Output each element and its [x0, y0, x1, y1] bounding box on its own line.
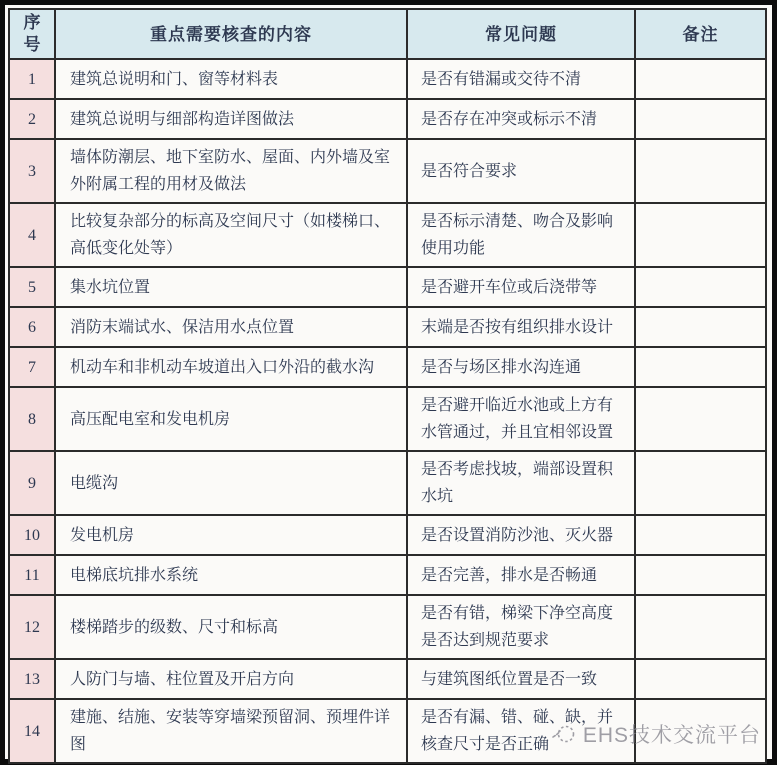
table-body — [9, 59, 766, 763]
table-row — [9, 659, 766, 699]
problem-cell: 是否有漏、错、碰、缺，并核查尺寸是否正确 — [407, 699, 635, 763]
remark-cell — [635, 203, 766, 267]
content-cell: 比较复杂部分的标高及空间尺寸（如楼梯口、高低变化处等） — [55, 203, 407, 267]
table-row — [9, 387, 766, 451]
table-row — [9, 515, 766, 555]
content-cell: 机动车和非机动车坡道出入口外沿的截水沟 — [55, 347, 407, 387]
problem-cell: 是否与场区排水沟连通 — [407, 347, 635, 387]
problem-cell: 是否符合要求 — [407, 139, 635, 203]
table-row — [9, 595, 766, 659]
content-cell: 高压配电室和发电机房 — [55, 387, 407, 451]
row-number-cell: 1 — [9, 59, 55, 99]
header-content: 重点需要核查的内容 — [55, 9, 407, 59]
row-number-cell: 4 — [9, 203, 55, 267]
content-cell: 电梯底坑排水系统 — [55, 555, 407, 595]
problem-cell: 是否避开临近水池或上方有水管通过，并且宜相邻设置 — [407, 387, 635, 451]
table-row — [9, 139, 766, 203]
table-row — [9, 267, 766, 307]
content-cell: 发电机房 — [55, 515, 407, 555]
problem-cell: 末端是否按有组织排水设计 — [407, 307, 635, 347]
remark-cell — [635, 59, 766, 99]
table-row — [9, 59, 766, 99]
row-number-cell: 10 — [9, 515, 55, 555]
checklist-table — [8, 8, 767, 764]
table-row — [9, 555, 766, 595]
problem-cell: 是否有错漏或交待不清 — [407, 59, 635, 99]
row-number-cell: 14 — [9, 699, 55, 763]
content-cell: 消防末端试水、保洁用水点位置 — [55, 307, 407, 347]
problem-cell: 是否避开车位或后浇带等 — [407, 267, 635, 307]
watermark-text: EHS技术交流平台 — [582, 724, 761, 747]
content-cell: 人防门与墙、柱位置及开启方向 — [55, 659, 407, 699]
remark-cell — [635, 139, 766, 203]
remark-cell — [635, 347, 766, 387]
content-cell: 建筑总说明和门、窗等材料表 — [55, 59, 407, 99]
header-problem: 常见问题 — [407, 9, 635, 59]
remark-cell — [635, 659, 766, 699]
remark-cell — [635, 99, 766, 139]
content-cell: 墙体防潮层、地下室防水、屋面、内外墙及室外附属工程的用材及做法 — [55, 139, 407, 203]
remark-cell — [635, 307, 766, 347]
remark-cell — [635, 267, 766, 307]
row-number-cell: 12 — [9, 595, 55, 659]
row-number-cell: 2 — [9, 99, 55, 139]
row-number-cell: 13 — [9, 659, 55, 699]
row-number-cell: 6 — [9, 307, 55, 347]
row-number-cell: 8 — [9, 387, 55, 451]
row-number-cell: 3 — [9, 139, 55, 203]
row-number-cell: 7 — [9, 347, 55, 387]
problem-cell: 是否存在冲突或标示不清 — [407, 99, 635, 139]
table-row — [9, 699, 766, 763]
row-number-cell: 9 — [9, 451, 55, 515]
remark-cell — [635, 699, 766, 763]
row-number-cell: 11 — [9, 555, 55, 595]
remark-cell — [635, 595, 766, 659]
remark-cell — [635, 451, 766, 515]
remark-cell — [635, 555, 766, 595]
header-remark: 备注 — [635, 9, 766, 59]
remark-cell — [635, 387, 766, 451]
content-cell: 电缆沟 — [55, 451, 407, 515]
table-row — [9, 451, 766, 515]
content-cell: 建施、结施、安装等穿墙梁预留洞、预埋件详图 — [55, 699, 407, 763]
problem-cell: 与建筑图纸位置是否一致 — [407, 659, 635, 699]
problem-cell: 是否完善，排水是否畅通 — [407, 555, 635, 595]
content-cell: 集水坑位置 — [55, 267, 407, 307]
table-row — [9, 307, 766, 347]
document-sheet — [5, 5, 772, 759]
row-number-cell: 5 — [9, 267, 55, 307]
remark-cell — [635, 515, 766, 555]
header-row — [9, 9, 766, 59]
table-row — [9, 203, 766, 267]
table-row — [9, 99, 766, 139]
problem-cell: 是否设置消防沙池、灭火器 — [407, 515, 635, 555]
problem-cell: 是否有错，梯梁下净空高度是否达到规范要求 — [407, 595, 635, 659]
header-index: 序号 — [9, 9, 55, 59]
content-cell: 楼梯踏步的级数、尺寸和标高 — [55, 595, 407, 659]
problem-cell: 是否考虑找坡，端部设置积水坑 — [407, 451, 635, 515]
table-row — [9, 347, 766, 387]
content-cell: 建筑总说明与细部构造详图做法 — [55, 99, 407, 139]
problem-cell: 是否标示清楚、吻合及影响使用功能 — [407, 203, 635, 267]
